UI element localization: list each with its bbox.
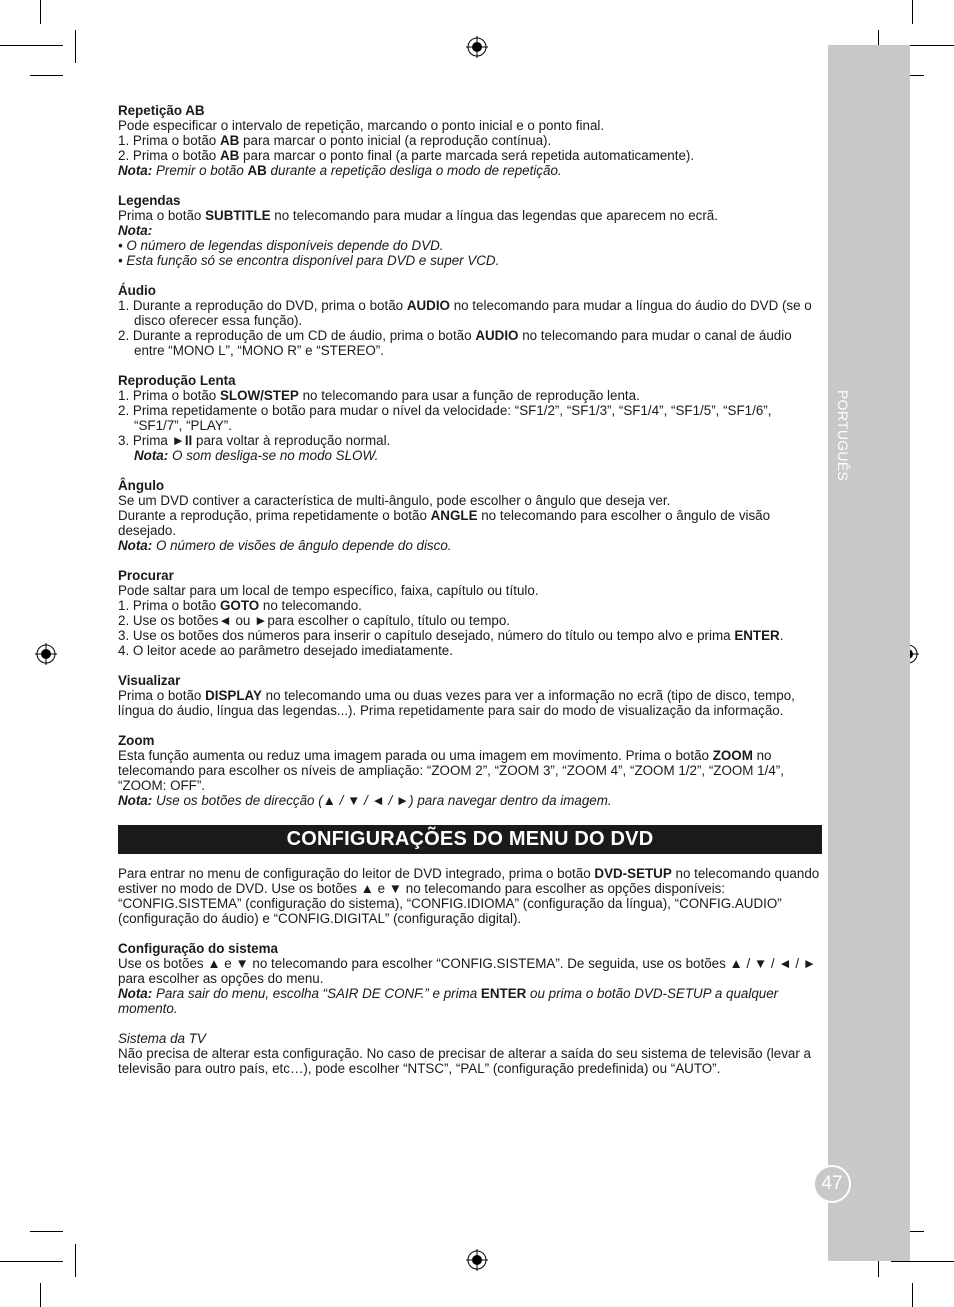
section-sistema-tv — [118, 1031, 822, 1076]
page-number: 47 — [813, 1165, 851, 1203]
crop-mark — [75, 30, 76, 63]
language-sidebar — [828, 45, 910, 1261]
paragraph: Se um DVD contiver a característica de multi-ângulo, pode escolher o ângulo que deseja ver. — [118, 493, 671, 508]
section-zoom — [118, 733, 822, 808]
note: Nota: Use os botões de direcção (▲ / ▼ / ◄ / ►) para navegar dentro da imagem. — [118, 793, 612, 808]
section-procurar — [118, 568, 822, 658]
section-title: Configuração do sistema — [118, 941, 278, 956]
paragraph: Pode especificar o intervalo de repetição, marcando o ponto inicial e o ponto final. — [118, 118, 605, 133]
section-title: Áudio — [118, 283, 156, 298]
note-bullet: • Esta função só se encontra disponível para DVD e super VCD. — [118, 253, 500, 268]
paragraph: Esta função aumenta ou reduz uma imagem parada ou uma imagem em movimento. Prima o botão ZOOM no telecomando para escolher os níveis de ampliação: “ZOOM 2”, “ZOOM 3”, “ZOOM 4”, “ZOOM 1/2”, “ZOOM 1/4”, “ZOOM: OFF”. — [118, 748, 784, 793]
crop-mark — [912, 1283, 913, 1307]
paragraph: Pode saltar para um local de tempo específico, faixa, capítulo ou título. — [118, 583, 539, 598]
section-title: Procurar — [118, 568, 174, 583]
list-item: 1. Prima o botão GOTO no telecomando. — [118, 598, 362, 613]
crop-mark — [30, 75, 63, 76]
section-title: Repetição AB — [118, 103, 205, 118]
paragraph: Para entrar no menu de configuração do leitor de DVD integrado, prima o botão DVD-SETUP no telecomando quando estiver no modo de DVD. Use os botões ▲ e ▼ no telecomando para escolher as opções disponíveis: “CONFIG.SISTEMA” (configuração do sistema), “CONFIG.IDIOMA” (configuração da língua), “CONFIG.AUDIO” (configuração do áudio) e “CONFIG.DIGITAL” (configuração digital). — [118, 866, 820, 926]
section-repeticao-ab — [118, 103, 822, 178]
note-bullet: • O número de legendas disponíveis depende do DVD. — [118, 238, 444, 253]
manual-content — [118, 103, 822, 1091]
note: Nota: Premir o botão AB durante a repetição desliga o modo de repetição. — [118, 163, 562, 178]
list-item: 2. Prima o botão AB para marcar o ponto final (a parte marcada será repetida automaticamente). — [118, 148, 695, 163]
section-reproducao-lenta — [118, 373, 822, 463]
section-visualizar — [118, 673, 822, 718]
note: Nota: O som desliga-se no modo SLOW. — [134, 448, 379, 463]
note-label: Nota: — [118, 223, 153, 238]
registration-mark-icon — [466, 36, 488, 58]
section-legendas — [118, 193, 822, 268]
list-item: 2. Durante a reprodução de um CD de áudio, prima o botão AUDIO no telecomando para mudar o canal de áudio entre “MONO L”, “MONO R” e “STEREO”. — [118, 328, 792, 358]
section-config-sistema — [118, 941, 822, 1016]
crop-mark — [912, 0, 913, 24]
list-item: 4. O leitor acede ao parâmetro desejado imediatamente. — [118, 643, 453, 658]
crop-mark — [30, 1231, 63, 1232]
crop-mark — [0, 1261, 63, 1262]
section-title: Reprodução Lenta — [118, 373, 236, 388]
section-title: Ângulo — [118, 478, 165, 493]
paragraph: Prima o botão SUBTITLE no telecomando para mudar a língua das legendas que aparecem no ecrã. — [118, 208, 718, 223]
language-label — [835, 390, 851, 426]
list-item: 3. Use os botões dos números para inserir o capítulo desejado, número do título ou tempo alvo e prima ENTER. — [118, 628, 784, 643]
section-title: Visualizar — [118, 673, 181, 688]
crop-mark — [40, 1283, 41, 1307]
crop-mark — [75, 1244, 76, 1277]
note: Nota: O número de visões de ângulo depende do disco. — [118, 538, 452, 553]
list-item: 1. Prima o botão AB para marcar o ponto inicial (a reprodução contínua). — [118, 133, 552, 148]
paragraph: Durante a reprodução, prima repetidamente o botão ANGLE no telecomando para escolher o ângulo de visão desejado. — [118, 508, 771, 538]
registration-mark-icon — [35, 643, 57, 665]
paragraph: Prima o botão DISPLAY no telecomando uma ou duas vezes para ver a informação no ecrã (tipo de disco, tempo, língua do áudio, língua das legendas...). Prima repetidamente para sair do modo de visualização da informação. — [118, 688, 795, 718]
list-item: 2. Prima repetidamente o botão para mudar o nível da velocidade: “SF1/2”, “SF1/3”, “SF1/4”, “SF1/5”, “SF1/6”, “SF1/7”, “PLAY”. — [118, 403, 772, 433]
play-pause-icon: ►II — [171, 433, 193, 448]
crop-mark — [0, 45, 63, 46]
crop-mark — [40, 0, 41, 24]
section-angulo — [118, 478, 822, 553]
note: Nota: Para sair do menu, escolha “SAIR DE CONF.” e prima ENTER ou prima o botão DVD-SETUP a qualquer momento. — [118, 986, 779, 1016]
section-title: Zoom — [118, 733, 155, 748]
list-item: 2. Use os botões◄ ou ►para escolher o capítulo, título ou tempo. — [118, 613, 510, 628]
section-menu-intro — [118, 866, 822, 926]
registration-mark-icon — [466, 1249, 488, 1271]
list-item: 1. Durante a reprodução do DVD, prima o botão AUDIO no telecomando para mudar a língua do áudio do DVD (se o disco oferecer essa função). — [118, 298, 812, 328]
crop-mark — [891, 1261, 954, 1262]
paragraph: Use os botões ▲ e ▼ no telecomando para escolher “CONFIG.SISTEMA”. De seguida, use os botões ▲ / ▼ / ◄ / ► para escolher as opções do menu. — [118, 956, 817, 986]
section-title: Legendas — [118, 193, 181, 208]
list-item: 3. Prima ►II para voltar à reprodução normal. — [118, 433, 391, 448]
chapter-banner: CONFIGURAÇÕES DO MENU DO DVD — [118, 825, 822, 854]
subsection-title: Sistema da TV — [118, 1031, 206, 1046]
list-item: 1. Prima o botão SLOW/STEP no telecomando para usar a função de reprodução lenta. — [118, 388, 640, 403]
paragraph: Não precisa de alterar esta configuração. No caso de precisar de alterar a saída do seu sistema de televisão (levar a televisão para outro país, etc…), pode escolher “NTSC”, “PAL” (configuração predefinida) ou “AUTO”. — [118, 1046, 811, 1076]
section-audio — [118, 283, 822, 358]
